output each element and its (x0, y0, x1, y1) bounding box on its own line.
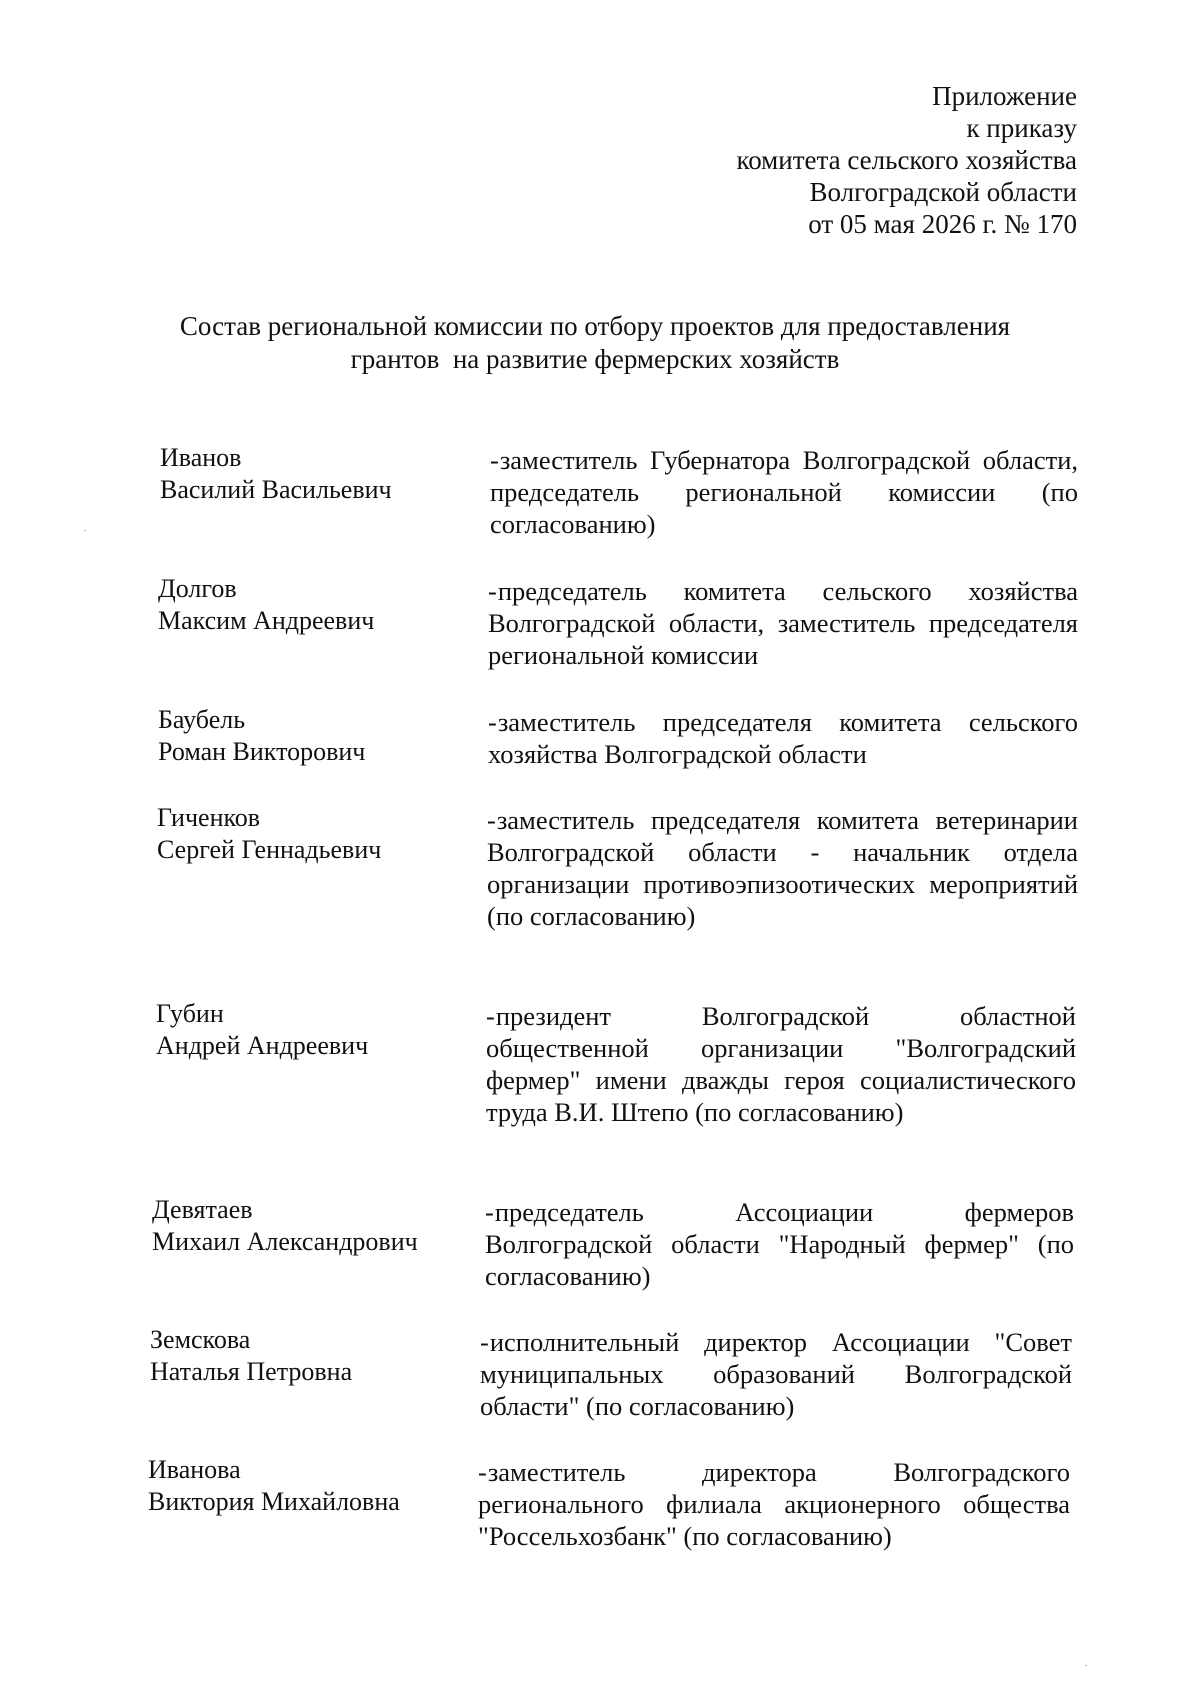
member-name (156, 998, 368, 1062)
member-role-text: заместитель председателя комитета ветеринарии Волгоградской области - начальник отдела организации противоэпизоотических мероприятий (по согласованию) (487, 805, 1078, 931)
member-surname: Земскова (150, 1325, 251, 1354)
member-role-text: заместитель директора Волгоградского регионального филиала акционерного общества "Россельхозбанк" (по согласованию) (478, 1457, 1070, 1551)
member-role (488, 575, 1078, 671)
role-dash: - (487, 805, 496, 835)
role-dash: - (480, 1327, 489, 1357)
member-role (490, 444, 1078, 540)
header-line: к приказу (966, 113, 1077, 143)
role-dash: - (488, 707, 497, 737)
role-dash: - (486, 1001, 495, 1031)
header-line: от 05 мая 2026 г. № 170 (808, 209, 1077, 239)
role-dash: - (490, 445, 499, 475)
title-line: Состав региональной комиссии по отбору проектов для предоставления (179, 311, 1011, 341)
member-given-names: Наталья Петровна (150, 1357, 353, 1386)
member-role (478, 1456, 1070, 1552)
member-name (148, 1454, 400, 1518)
attachment-header (736, 80, 1077, 240)
member-surname: Баубель (158, 705, 246, 734)
title-line: грантов на развитие фермерских хозяйств (350, 344, 840, 374)
header-line: комитета сельского хозяйства (736, 145, 1077, 175)
member-role-text: заместитель председателя комитета сельского хозяйства Волгоградской области (488, 707, 1078, 769)
scan-speck (1085, 1665, 1087, 1666)
header-line: Приложение (932, 81, 1077, 111)
member-given-names: Роман Викторович (158, 737, 366, 766)
member-role (486, 1000, 1076, 1128)
member-given-names: Максим Андреевич (158, 606, 375, 635)
header-line: Волгоградской области (809, 177, 1077, 207)
member-name (158, 573, 374, 637)
member-name (152, 1194, 418, 1258)
member-role (487, 804, 1078, 932)
member-surname: Гиченков (157, 803, 261, 832)
member-role-text: исполнительный директор Ассоциации "Совет муниципальных образований Волгоградской области" (по согласованию) (480, 1327, 1072, 1421)
member-given-names: Виктория Михайловна (148, 1487, 400, 1516)
member-given-names: Андрей Андреевич (156, 1031, 369, 1060)
member-given-names: Сергей Геннадьевич (157, 835, 382, 864)
member-role-text: председатель комитета сельского хозяйства Волгоградской области, заместитель председателя региональной комиссии (488, 576, 1078, 670)
scan-speck (84, 530, 86, 531)
member-name (157, 802, 381, 866)
member-surname: Иванова (148, 1455, 241, 1484)
role-dash: - (478, 1457, 487, 1487)
member-surname: Девятаев (152, 1195, 253, 1224)
member-given-names: Михаил Александрович (152, 1227, 418, 1256)
member-surname: Долгов (158, 574, 237, 603)
member-role (485, 1196, 1074, 1292)
member-name (160, 442, 392, 506)
member-name (158, 704, 365, 768)
member-role-text: председатель Ассоциации фермеров Волгоградской области "Народный фермер" (по согласованию) (485, 1197, 1074, 1291)
document-title (130, 310, 1060, 376)
member-given-names: Василий Васильевич (160, 475, 392, 504)
role-dash: - (485, 1197, 494, 1227)
member-name (150, 1324, 352, 1388)
member-surname: Губин (156, 999, 224, 1028)
member-role (488, 706, 1078, 770)
member-surname: Иванов (160, 443, 242, 472)
member-role-text: президент Волгоградской областной общественной организации "Волгоградский фермер" имени дважды героя социалистического труда В.И. Штепо (по согласованию) (486, 1001, 1076, 1127)
role-dash: - (488, 576, 497, 606)
member-role (480, 1326, 1072, 1422)
member-role-text: заместитель Губернатора Волгоградской области, председатель региональной комиссии (по согласованию) (490, 445, 1078, 539)
